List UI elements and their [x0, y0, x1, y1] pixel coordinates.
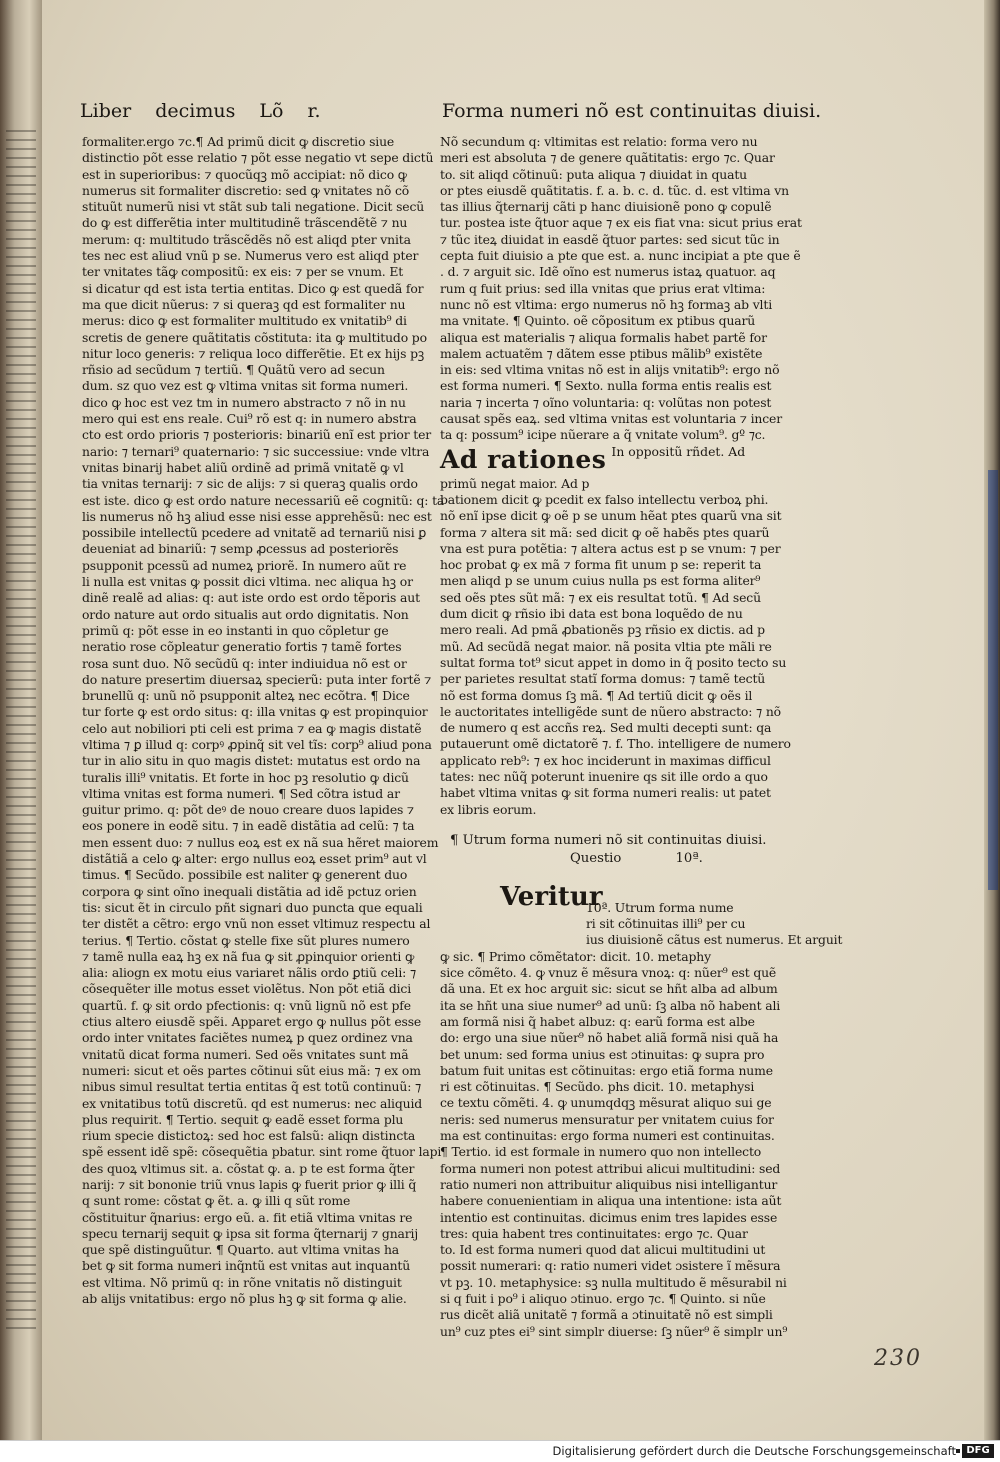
bookmark-ribbon [988, 470, 998, 890]
footer-bar [0, 1440, 1000, 1462]
text-line: nibus simul resultat tertia entitas q̃ est totũ continuũ: ⁊ [82, 1079, 422, 1095]
right-column-part-1 [440, 134, 800, 444]
text-line: nõ enĩ ipse dicit ꝙ oẽ p se unum hẽat ptes quarũ vna sit [440, 508, 782, 524]
text-line: psupponit pcessũ ad numeꝝ priorẽ. In numero aũt re [82, 557, 407, 573]
text-line: do nature presertim diuersaꝝ specierũ: puta inter fortẽ ⁊ [82, 671, 432, 687]
text-line: deueniat ad binariũ: ⁊ semp ꝓcessus ad posteriorẽs [82, 541, 399, 557]
text-line: mero qui est ens reale. Cui⁹ rõ est q: in numero abstra [82, 411, 417, 427]
text-line: ꝙ sic. ¶ Primo cõmẽtator: dicit. 10. metaphy [440, 948, 711, 964]
text-line: rum q fuit prius: sed illa vnitas que prius erat vltima: [440, 280, 766, 296]
text-line: plus requirit. ¶ Tertio. sequit ꝙ eadẽ esset forma plu [82, 1111, 404, 1127]
text-line: quartũ. f. ꝙ sit ordo pfectionis: q: vnũ lignũ nõ est pfe [82, 997, 411, 1013]
text-line: turalis illi⁹ vnitatis. Et forte in hoc pꝫ resolutio ꝙ dicũ [82, 769, 409, 785]
ad-rationes-continuation: In oppositũ rñdet. Ad [611, 443, 746, 459]
text-line: ter distẽt a cẽtro: ergo vnũ non esset vltimuz respectu al [82, 916, 431, 932]
text-line: neris: sed numerus mensuratur per vnitatem cuius for [440, 1111, 774, 1127]
text-line: lis numerus nõ hꝫ aliud esse nisi esse apprehẽsũ: nec est [82, 508, 432, 524]
text-line: vt pꝫ. 10. metaphysice: sꝫ nulla multitudo ẽ mẽsurabil ni [440, 1274, 787, 1290]
text-line: guitur primo. q: põt deꝰ de nouo creare duos lapides ⁊ [82, 802, 414, 818]
text-line: do: ergo una siue nũer⁹ nõ habet aliã formã nisi quã ha [440, 1030, 779, 1046]
text-line: si dicatur qd est ista tertia entitas. Dico ꝙ est quedã for [82, 280, 424, 296]
text-line: tur forte ꝙ est ordo situs: q: illa vnitas ꝙ est propinquior [82, 704, 428, 720]
text-line: ⁊ tamẽ nulla eaꝝ hꝫ ex nã fua ꝙ sit ꝓpinquior orienti ꝙ [82, 948, 415, 964]
text-line: nario: ⁊ ternari⁹ quaternario: ⁊ sic successiue: vnde vltra [82, 443, 430, 459]
running-head-word: Lõ [259, 100, 284, 122]
text-line: tres: quia habent tres continuitates: ergo ⁊c. Quar [440, 1225, 748, 1241]
text-line: dum. sz quo vez est ꝙ vltima vnitas sit forma numeri. [82, 378, 409, 394]
text-line: tis: sicut ẽt in circulo pñt signari duo puncta que equali [82, 899, 423, 915]
text-line: dum dicit ꝙ rñsio ibi data est bona loquẽdo de nu [440, 606, 743, 622]
text-line: nitur loco generis: ⁊ reliqua loco differẽtie. Et ex hijs pꝫ [82, 345, 425, 361]
text-line: ce textu cõmẽti. 4. ꝙ unumqdqꝫ mẽsurat aliquo sui ge [440, 1095, 772, 1111]
text-line: distãtiã a celo ꝙ alter: ergo nullus eoꝝ esset prim⁹ aut vl [82, 851, 427, 867]
text-line: neratio rose cõpleatur generatio fortis ⁊ tamẽ fortes [82, 639, 402, 655]
text-line: or ptes eiusdẽ quãtitatis. f. a. b. c. d. tũc. d. est vltima vn [440, 182, 789, 198]
text-line: forma ⁊ altera sit mã: sed dicit ꝙ oẽ habẽs ptes quarũ [440, 524, 770, 540]
text-line: naria ⁊ incerta ⁊ oĩno voluntaria: q: volũtas non potest [440, 394, 772, 410]
question-label-row [440, 850, 800, 868]
ad-rationes-heading [440, 444, 800, 476]
text-line: ordo inter vnitates faciẽtes numeꝝ p quez ordinez vna [82, 1030, 413, 1046]
text-line: in eis: sed vltima vnitas nõ est in alijs vnitatib⁹: ergo nõ [440, 362, 780, 378]
question-title: ¶ Utrum forma numeri nõ sit continuitas diuisi. [450, 832, 767, 848]
text-line: rosa sunt duo. Nõ secũdũ q: inter indiuidua nõ est or [82, 655, 407, 671]
text-line: men aliqd p se unum cuius nulla ps est forma aliter⁹ [440, 573, 761, 589]
text-line: nõ est forma domus ſꝫ mã. ¶ Ad tertiũ dicit ꝙ oẽs il [440, 687, 753, 703]
text-line: ri est cõtinuitas. ¶ Secũdo. phs dicit. 10. metaphysi [440, 1079, 755, 1095]
text-line: to. sit aliqd cõtinuũ: puta aliqua ⁊ diuidat in quatu [440, 166, 747, 182]
text-line: Nõ secundum q: vltimitas est relatio: forma vero nu [440, 134, 758, 149]
text-line: intentio est continuitas. dicimus enim tres lapides esse [440, 1209, 778, 1225]
right-text-column [440, 134, 843, 1340]
text-line: tur. postea iste q̃tuor aque ⁊ ex eis fiat vna: sicut prius erat [440, 215, 802, 231]
text-line: habet vltima vnitas ꝙ sit forma numeri realis: ut patet [440, 785, 771, 801]
text-line: mũ. Ad secũdã negat maior. nã posita vltia pte mãli re [440, 638, 772, 654]
text-line: dico ꝙ hoc est vez tm in numero abstracto ⁊ nõ in nu [82, 394, 406, 410]
right-column-part-3 [440, 949, 800, 1340]
text-line: cõsequẽter ille motus esset violẽtus. Non põt etiã dici [82, 981, 412, 997]
handwritten-folio-number: 230 [874, 1346, 922, 1371]
text-line: spẽ essent idẽ spẽ: cõsequẽtia pbatur. sint rome q̃tuor lapi [82, 1144, 442, 1160]
previous-page-text-sliver [6, 130, 36, 1330]
text-line: tes nec est aliud vnũ p se. Numerus vero est aliqd pter [82, 248, 419, 264]
text-line: bet unum: sed forma unius est ɔtinuitas: ꝙ supra pro [440, 1046, 765, 1062]
text-line: narij: ⁊ sit bononie triũ vnus lapis ꝙ fuerit prior ꝙ illi q̃ [82, 1177, 417, 1192]
text-line: ab alijs vnitatibus: ergo nõ plus hꝫ ꝙ sit forma ꝙ alie. [82, 1291, 407, 1307]
text-line: est vltima. Nõ primũ q: in rõne vnitatis nõ distinguit [82, 1274, 402, 1290]
text-line: est forma numeri. ¶ Sexto. nulla forma entis realis est [440, 378, 772, 394]
text-line: ta q: possum⁹ icipe nũerare a q̃ vnitate volum⁹. gº ⁊c. [440, 427, 766, 443]
text-line: ratio numeri non attribuitur aliquibus nisi intelligantur [440, 1176, 778, 1192]
text-line: tur in alio situ in quo magis distet: mutatus est ordo na [82, 753, 421, 769]
text-line: bationem dicit ꝙ pcedit ex falso intellectu verboꝝ phi. [440, 491, 769, 507]
text-line: meri est absoluta ⁊ de genere quãtitatis: ergo ⁊c. Quar [440, 150, 775, 166]
text-line: ma vnitate. ¶ Quinto. oẽ cõpositum ex ptibus quarũ [440, 313, 756, 329]
text-line: primũ negat maior. Ad p [440, 475, 590, 491]
text-line: sice cõmẽto. 4. ꝙ vnuz ẽ mẽsura vnoꝝ: q: nũer⁹ est quẽ [440, 965, 777, 981]
text-line: scretis de genere quãtitatis cõstituta: ita ꝙ multitudo po [82, 329, 427, 345]
text-line: vnitatũ dicat forma numeri. Sed oẽs vnitates sunt mã [82, 1046, 409, 1062]
text-line: terius. ¶ Tertio. cõstat ꝙ stelle fixe sũt plures numero [82, 932, 410, 948]
text-line: cto est ordo prioris ⁊ posterioris: binariũ enĩ est prior ter [82, 427, 432, 443]
text-line: cõstituitur q̃narius: ergo eũ. a. fit etiã vltima vnitas re [82, 1209, 413, 1225]
text-line: est in superioribus: ⁊ quocũqꝫ mõ accipiat: nõ dico ꝙ [82, 166, 407, 182]
text-line: ma est continuitas: ergo forma numeri est continuitas. [440, 1128, 775, 1144]
text-line: le auctoritates intelligẽde sunt de nũero abstracto: ⁊ nõ [440, 703, 781, 719]
text-line: ius diuisionẽ cãtus est numerus. Et arguit [586, 932, 843, 948]
text-line: numerus sit formaliter discretio: sed ꝙ vnitates nõ cõ [82, 182, 410, 198]
text-line: si q fuit i po⁹ i aliquo ɔtinuo. ergo ⁊c. ¶ Quinto. si nũe [440, 1291, 766, 1306]
text-line: ita se hñt una siue numer⁹ ad unũ: ſꝫ alba nõ habent ali [440, 997, 781, 1013]
dfg-logo: DFG [962, 1444, 994, 1458]
text-line: tates: nec nũq̃ poterunt inuenire qs sit ille ordo a quo [440, 768, 768, 784]
text-line: specu ternarij sequit ꝙ ipsa sit forma q̃ternarij ⁊ gnarij [82, 1225, 419, 1241]
previous-page-edge [0, 0, 42, 1440]
text-line: ma que dicit nũerus: ⁊ si queraꝫ qd est formaliter nu [82, 296, 406, 312]
text-line: cepta fuit diuisio a pte que est. a. nunc incipiat a pte que ẽ [440, 248, 801, 264]
text-line: un⁹ cuz ptes ei⁹ sint simplr diuerse: ſꝫ nũer⁹ ẽ simplr un⁹ [440, 1323, 788, 1339]
text-line: possit numerari: q: ratio numeri videt ɔsistere ĩ mẽsura [440, 1258, 781, 1274]
text-line: applicato reb⁹: ⁊ ex hoc inciderunt in maximas difficul [440, 752, 771, 768]
text-line: que spẽ distinguũtur. ¶ Quarto. aut vltima vnitas ha [82, 1242, 400, 1258]
text-line: bet ꝙ sit forma numeri inq̃ntũ est vnitas aut inquantũ [82, 1258, 411, 1274]
text-line: de numero q est accñs reꝝ. Sed multi decepti sunt: qa [440, 720, 772, 736]
right-column-part-2 [440, 476, 800, 818]
text-line: mero reali. Ad pmã ꝓbationẽs pꝫ rñsio ex dictis. ad p [440, 622, 765, 638]
text-line: corpora ꝙ sint oĩno inequali distãtia ad idẽ pctuz orien [82, 883, 417, 899]
running-head-word: Liber [80, 100, 132, 122]
text-line: forma numeri non potest attribui alicui multitudini: sed [440, 1160, 781, 1176]
text-line: dinẽ realẽ ad alias: q: aut iste ordo est ordo tẽporis aut [82, 590, 420, 606]
running-head-left [80, 100, 380, 128]
running-head-word: decimus [155, 100, 236, 122]
text-line: per parietes resultat statĩ forma domus: ⁊ tamẽ tectũ [440, 671, 766, 687]
question-label: Questio [570, 850, 622, 866]
running-head-right: Forma numeri nõ est continuitas diuisi. [442, 100, 822, 122]
text-line: aliqua est materialis ⁊ aliqua formalis habet partẽ for [440, 329, 767, 345]
text-line: men essent duo: ⁊ nullus eoꝝ est ex nã sua hẽret maiorem [82, 834, 439, 850]
text-line: formaliter.ergo ⁊c.¶ Ad primũ dicit ꝙ discretio siue [82, 134, 395, 149]
text-line: causat spẽs eaꝝ. sed vltima vnitas est voluntaria ⁊ incer [440, 411, 782, 427]
text-line: vna est pura potẽtia: ⁊ altera actus est p se vnum: ⁊ per [440, 540, 781, 556]
text-line: 10ª. Utrum forma nume [586, 899, 734, 915]
text-line: merum: q: multitudo trãscẽdẽs nõ est aliqd pter vnita [82, 231, 411, 247]
text-line: vnitas binarij habet aliũ ordinẽ ad primã vnitatẽ ꝙ vl [82, 459, 404, 475]
text-line: ter vnitates tãꝙ compositũ: ex eis: ⁊ per se vnum. Et [82, 264, 404, 280]
text-line: rñsio ad secũdum ⁊ tertiũ. ¶ Quãtũ vero ad secun [82, 362, 385, 378]
text-line: merus: dico ꝙ est formaliter multitudo ex vnitatib⁹ di [82, 313, 407, 329]
text-line: est iste. dico ꝙ est ordo nature necessariũ eẽ cognitũ: q: ta [82, 492, 445, 508]
text-line: li nulla est vnitas ꝙ possit dici vltima. nec aliqua hꝫ or [82, 574, 413, 590]
running-head-word: r. [307, 100, 321, 122]
text-line: vltima vnitas est forma numeri. ¶ Sed cõtra istud ar [82, 785, 400, 801]
text-line: am formã nisi q̃ habet albuz: q: earũ forma est albe [440, 1013, 755, 1029]
footer-separator-dot [956, 1449, 960, 1453]
text-line: celo aut nobiliori pti celi est prima ⁊ ea ꝙ magis distatẽ [82, 720, 422, 736]
text-line: vltima ⁊ ꝑ illud q: corpꝰ ꝓpinq̃ sit vel tĩs: corp⁹ aliud pona [82, 736, 432, 752]
text-line: eos ponere in eodẽ situ. ⁊ in eadẽ distãtia ad celũ: ⁊ ta [82, 818, 415, 834]
text-line: rium specie distictoꝝ: sed hoc est falsũ: aliqn distincta [82, 1128, 416, 1144]
text-line: to. Id est forma numeri quod dat alicui multitudini ut [440, 1242, 766, 1258]
text-line: nunc nõ est vltima: ergo numerus nõ hꝫ formaꝫ ab vlti [440, 296, 773, 312]
text-line: numeri: sicut et oẽs partes cõtinui sũt eius mã: ⁊ ex om [82, 1062, 421, 1078]
text-line: sultat forma tot⁹ sicut appet in domo in q̃ posito tecto su [440, 654, 787, 670]
text-line: primũ q: põt esse in eo instanti in quo cõpletur ge [82, 622, 389, 638]
text-line: ri sit cõtinuitas illi⁹ per cu [586, 916, 746, 932]
text-line: do ꝙ est differẽtia inter multitudinẽ trãscendẽtẽ ⁊ nu [82, 215, 408, 231]
text-line: habere conuenientiam in aliqua una intentione: ista aũt [440, 1193, 782, 1209]
text-line: rus dicẽt aliã unitatẽ ⁊ formã a ɔtinuitatẽ nõ est simpli [440, 1307, 773, 1323]
text-line: alia: aliogn ex motu eius variaret nãlis ordo ꝑtiũ celi: ⁊ [82, 965, 417, 981]
text-line: ex libris eorum. [440, 801, 537, 817]
text-line: ordo nature aut ordo situalis aut ordo dignitatis. Non [82, 606, 409, 622]
text-line: batum fuit unitas est cõtinuitas: ergo etiã forma nume [440, 1062, 773, 1078]
text-line: ¶ Tertio. id est formale in numero quo non intellecto [440, 1144, 762, 1160]
ad-rationes-initial: Ad rationes [440, 444, 607, 474]
text-line: . d. ⁊ arguit sic. Idẽ oĩno est numerus istaꝝ quatuor. aq [440, 264, 776, 280]
question-number: 10ª. [675, 850, 703, 866]
text-line: possibile intellectũ pcedere ad vnitatẽ ad ternariũ nisi ꝑ [82, 525, 427, 541]
text-line: malem actuatẽm ⁊ dãtem esse ptibus mãlib⁹ existẽte [440, 345, 763, 361]
text-line: des quoꝝ vltimus sit. a. cõstat ꝙ. a. p te est forma q̃ter [82, 1160, 415, 1176]
text-line: q sunt rome: cõstat ꝙ ẽt. a. ꝙ illi q sũt rome [82, 1193, 351, 1209]
text-line: stituũt numerũ nisi vt stãt sub tali negatione. Dicit secũ [82, 199, 425, 215]
left-text-column [82, 134, 445, 1307]
funding-notice: Digitalisierung gefördert durch die Deutsche Forschungsgemeinschaft [552, 1444, 956, 1458]
veritur-initial: Veritur [500, 881, 603, 912]
text-line: sed oẽs ptes sũt mã: ⁊ ex eis resultat totũ. ¶ Ad secũ [440, 589, 761, 605]
text-line: ctius altero eiusdẽ spẽi. Apparet ergo ꝙ nullus põt esse [82, 1014, 422, 1030]
text-line: putauerunt omẽ dictatorẽ ⁊. f. Tho. intelligere de numero [440, 736, 791, 752]
text-line: ex vnitatibus totũ discretũ. qd est numerus: nec aliquid [82, 1095, 423, 1111]
text-line: dã una. Et ex hoc arguit sic: sicut se hñt alba ad album [440, 981, 778, 997]
text-line: distinctio põt esse relatio ⁊ põt esse negatio vt sepe dictũ [82, 150, 434, 166]
text-line: ⁊ tũc iteꝝ diuidat in easdẽ q̃tuor partes: sed sicut tũc in [440, 231, 780, 247]
text-line: tas illius q̃ternarij cãti p hanc diuisionẽ pono ꝙ copulẽ [440, 199, 772, 215]
text-line: brunellũ q: unũ nõ psupponit alteꝝ nec ecõtra. ¶ Dice [82, 688, 410, 704]
text-line: tia vnitas ternarij: ⁊ sic de alijs: ⁊ si queraꝫ qualis ordo [82, 476, 418, 492]
text-line: timus. ¶ Secũdo. possibile est naliter ꝙ generent duo [82, 867, 408, 883]
text-line: hoc probat ꝙ ex mã ⁊ forma fit unum p se: reperit ta [440, 557, 762, 573]
